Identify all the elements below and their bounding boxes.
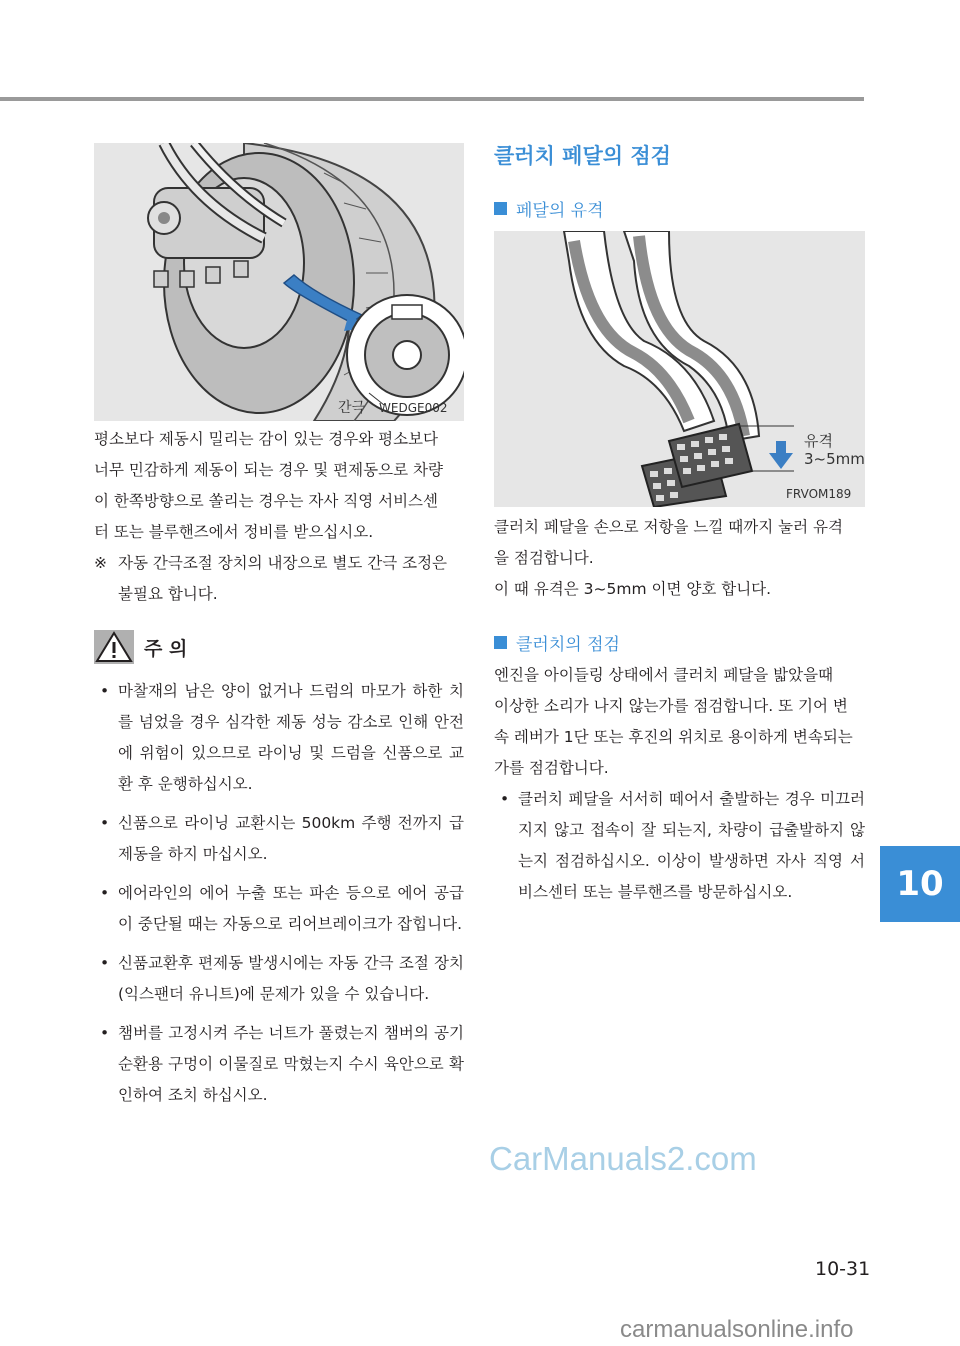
clutch-check-list — [494, 784, 865, 916]
caution-title: 주 의 — [144, 637, 188, 660]
paragraph-line: 을 점검합니다. — [494, 549, 594, 567]
warning-triangle-icon — [94, 630, 134, 664]
caution-heading — [94, 628, 187, 666]
paragraph-line: 너무 민감하게 제동이 되는 경우 및 편제동으로 차량 — [94, 461, 443, 479]
sub-heading-pedal-play — [494, 196, 604, 221]
paragraph-line: 클러치 페달을 손으로 저항을 느낄 때까지 눌러 유격 — [494, 518, 843, 536]
brake-adjuster-figure — [94, 143, 464, 421]
caution-item-text: 신품으로 라이닝 교환시는 500km 주행 전까지 급제동을 하지 마십시오. — [118, 814, 464, 863]
gap-label: 간극 — [338, 400, 366, 416]
square-bullet-icon — [494, 202, 507, 215]
paragraph-line: 터 또는 블루핸즈에서 정비를 받으십시오. — [94, 523, 374, 541]
paragraph-line: 이상한 소리가 나지 않는가를 점검합니다. 또 기어 변 — [494, 697, 848, 715]
paragraph-line: 평소보다 제동시 밀리는 감이 있는 경우와 평소보다 — [94, 430, 438, 448]
figure-code: WEDGE002 — [379, 401, 448, 415]
figure-code: FRVOM189 — [786, 487, 852, 501]
caution-item-text: 에어라인의 에어 누출 또는 파손 등으로 에어 공급이 중단될 때는 자동으로 리어브레이크가 잡힙니다. — [118, 884, 464, 933]
sub-heading-label: 클러치의 점검 — [516, 635, 620, 655]
section-title: 클러치 페달의 점검 — [494, 144, 671, 168]
note-line: 자동 간극조절 장치의 내장으로 별도 간극 조정은 — [118, 554, 448, 572]
page-number: 10-31 — [815, 1258, 871, 1280]
clutch-item-text: 클러치 페달을 서서히 떼어서 출발하는 경우 미끄러지지 않고 접속이 잘 되는지, 차량이 급출발하지 않는지 점검하십시오. 이상이 발생하면 자사 직영 서비스센터 또는 블루핸즈를 방문하십시오. — [518, 790, 865, 901]
pedal-play-paragraph — [494, 512, 865, 605]
free-play-value: 3~5mm — [804, 450, 865, 468]
chapter-tab: 10 — [880, 846, 960, 922]
free-play-label: 유격 — [804, 432, 833, 450]
footer-site: carmanualsonline.info — [620, 1316, 854, 1343]
list-item: • 클러치 페달을 서서히 떼어서 출발하는 경우 미끄러지지 않고 접속이 잘 되는지, 차량이 급출발하지 않는지 점검하십시오. 이상이 발생하면 자사 직영 서비스센터 또는 블루핸즈를 방문하십시오. — [500, 790, 865, 901]
caution-list — [94, 676, 464, 1119]
caution-item-text: 챔버를 고정시켜 주는 너트가 풀렸는지 챔버의 공기순환용 구멍이 이물질로 막혔는지 수시 육안으로 확인하여 조치 하십시오. — [118, 1024, 464, 1104]
reference-note — [94, 548, 464, 610]
paragraph-line: 가를 점검합니다. — [494, 759, 609, 777]
reference-mark: ※ — [94, 554, 107, 572]
sub-heading-clutch-check — [494, 630, 620, 655]
caution-item-text: 신품교환후 편제동 발생시에는 자동 간극 조절 장치(익스팬더 유니트)에 문제가 있을 수 있습니다. — [118, 954, 464, 1003]
clutch-check-paragraph — [494, 660, 865, 784]
paragraph-line: 엔진을 아이들링 상태에서 클러치 페달을 밟았을때 — [494, 666, 834, 684]
clutch-pedal-figure — [494, 231, 865, 507]
sub-heading-label: 페달의 유격 — [516, 201, 604, 221]
list-item: • 마찰재의 남은 양이 없거나 드럼의 마모가 하한 치를 넘었을 경우 심각한 제동 성능 감소로 인해 안전에 위험이 있으므로 라이닝 및 드럼을 신품으로 교환 후 운행하십시오. — [100, 682, 464, 793]
paragraph-line: 속 레버가 1단 또는 후진의 위치로 용이하게 변속되는 — [494, 728, 853, 746]
caution-item-text: 마찰재의 남은 양이 없거나 드럼의 마모가 하한 치를 넘었을 경우 심각한 제동 성능 감소로 인해 안전에 위험이 있으므로 라이닝 및 드럼을 신품으로 교환 후 운행하십시오. — [118, 682, 464, 793]
paragraph-line: 이 때 유격은 3~5mm 이면 양호 합니다. — [494, 580, 772, 598]
list-item: • 챔버를 고정시켜 주는 너트가 풀렸는지 챔버의 공기순환용 구멍이 이물질로 막혔는지 수시 육안으로 확인하여 조치 하십시오. — [100, 1024, 464, 1104]
paragraph-line: 이 한쪽방향으로 쏠리는 경우는 자사 직영 서비스센 — [94, 492, 438, 510]
square-bullet-icon — [494, 636, 507, 649]
list-item: • 신품교환후 편제동 발생시에는 자동 간극 조절 장치(익스팬더 유니트)에 문제가 있을 수 있습니다. — [100, 954, 464, 1003]
list-item: • 에어라인의 에어 누출 또는 파손 등으로 에어 공급이 중단될 때는 자동으로 리어브레이크가 잡힙니다. — [100, 884, 464, 933]
top-rule — [0, 97, 864, 101]
list-item: • 신품으로 라이닝 교환시는 500km 주행 전까지 급제동을 하지 마십시오. — [100, 814, 464, 863]
watermark: CarManuals2.com — [489, 1140, 757, 1177]
note-line: 불필요 합니다. — [118, 585, 218, 603]
brake-drum-illustration — [94, 143, 464, 421]
brake-paragraph — [94, 424, 464, 548]
